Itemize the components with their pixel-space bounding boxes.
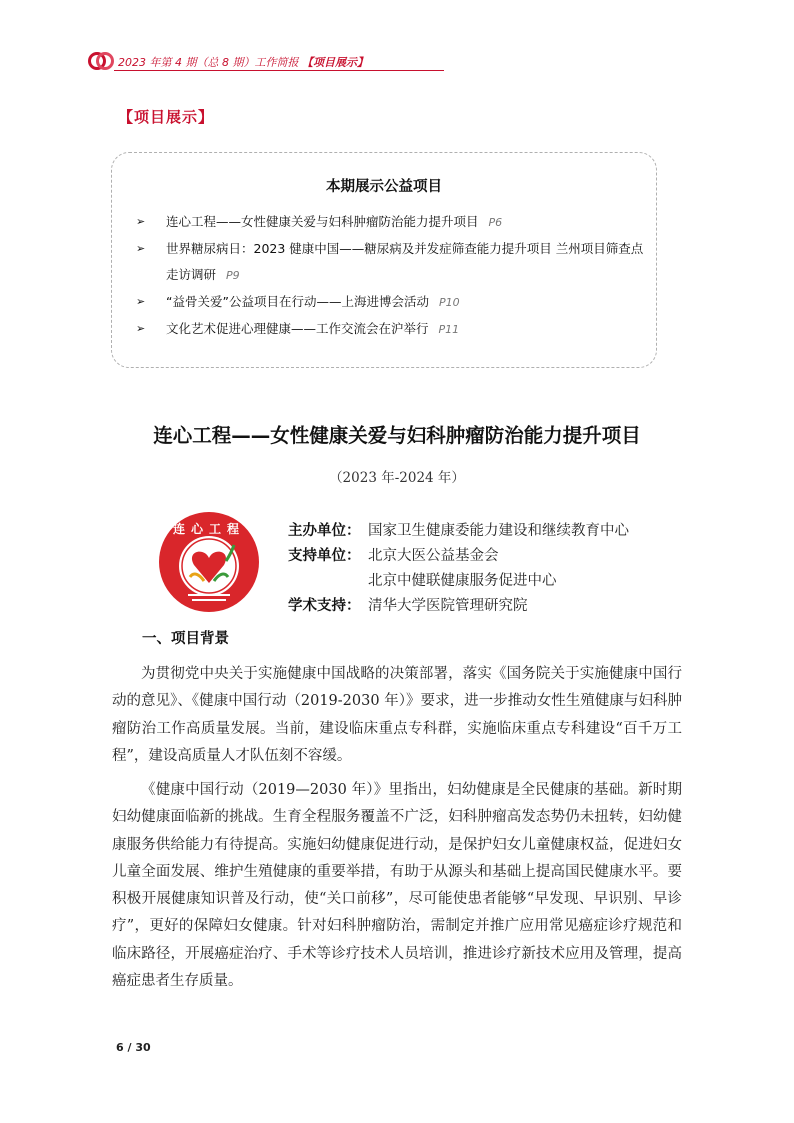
toc-item[interactable] xyxy=(136,209,646,236)
toc-item[interactable] xyxy=(136,289,646,316)
org-label: 支持单位： xyxy=(288,548,361,564)
toc-title: 本期展示公益项目 xyxy=(326,179,442,195)
header-issue-text xyxy=(118,54,368,70)
toc-item-page: P10 xyxy=(438,296,460,309)
toc-item-page: P6 xyxy=(488,216,503,229)
org-row-host xyxy=(288,519,629,544)
org-row-support-2 xyxy=(288,569,629,594)
header-issue: 2023 年第 4 期（总 8 期）工作简报 xyxy=(118,56,299,69)
body-paragraph: 为贯彻党中央关于实施健康中国战略的决策部署，落实《国务院关于实施健康中国行动的意见》、《健康中国行动（2019-2030 年）》要求，进一步推动女性生殖健康与妇科肿瘤防治工作高质量发展。当前，建设临床重点专科群，实施临床重点专科建设“百千万工程”，建设高质量人才队伍刻不容缓。 xyxy=(112,666,682,764)
org-row-academic xyxy=(288,594,629,619)
org-block xyxy=(288,519,629,619)
org-label: 学术支持： xyxy=(288,598,361,614)
body-paragraph: 《健康中国行动（2019—2030 年）》里指出，妇幼健康是全民健康的基础。新时期妇幼健康面临新的挑战。生育全程服务覆盖不广泛，妇科肿瘤高发态势仍未扭转，妇幼健康服务供给能力有待提高。实施妇幼健康促进行动，是保护妇女儿童健康权益，促进妇女儿童全面发展、维护生殖健康的重要举措，有助于从源头和基础上提高国民健康水平。要积极开展健康知识普及行动，使“关口前移”，尽可能使患者能够“早发现、早识别、早诊疗”，更好的保障妇女健康。针对妇科肿瘤防治，需制定并推广应用常见癌症诊疗规范和临床路径，开展癌症治疗、手术等诊疗技术人员培训，推进诊疗新技术应用及管理，提高癌症患者生存质量。 xyxy=(112,782,682,990)
emblem-text: 连心工程 xyxy=(172,522,246,536)
toc-item[interactable] xyxy=(136,316,646,343)
toc-item-page: P9 xyxy=(226,269,240,282)
arrow-bullet-icon: ➢ xyxy=(136,295,146,308)
brand-logo-icon xyxy=(88,48,114,74)
project-emblem-icon xyxy=(158,511,260,613)
toc-item-text: “益骨关爱”公益项目在行动——上海进博会活动 xyxy=(166,294,429,309)
section-tag: 【项目展示】 xyxy=(118,108,215,126)
org-value: 北京大医公益基金会 xyxy=(368,548,499,564)
toc-item-page: P11 xyxy=(438,323,460,336)
toc-box xyxy=(111,152,657,368)
page-header xyxy=(88,48,728,78)
toc-item-text: 文化艺术促进心理健康——工作交流会在沪举行 xyxy=(166,321,429,336)
org-value: 北京中健联健康服务促进中心 xyxy=(368,573,557,589)
toc-item-text: 连心工程——女性健康关爱与妇科肿瘤防治能力提升项目 xyxy=(166,214,479,229)
toc-list xyxy=(136,209,646,343)
org-row-support xyxy=(288,544,629,569)
arrow-bullet-icon: ➢ xyxy=(136,215,146,228)
org-value: 清华大学医院管理研究院 xyxy=(368,598,528,614)
org-value: 国家卫生健康委能力建设和继续教育中心 xyxy=(368,523,629,539)
article-title: 连心工程——女性健康关爱与妇科肿瘤防治能力提升项目 xyxy=(153,424,641,447)
toc-item[interactable] xyxy=(136,236,646,289)
page-number: 6 / 30 xyxy=(116,1041,151,1054)
toc-item-text: 世界糖尿病日：2023 健康中国——糖尿病及并发症筛查能力提升项目 兰州项目筛查点走访调研 xyxy=(166,241,644,282)
header-divider xyxy=(114,70,444,71)
arrow-bullet-icon: ➢ xyxy=(136,322,146,335)
arrow-bullet-icon: ➢ xyxy=(136,242,146,255)
header-tag: 【项目展示】 xyxy=(301,56,368,69)
article-period: （2023 年-2024 年） xyxy=(329,470,465,486)
org-label: 主办单位： xyxy=(288,523,361,539)
section-heading-background: 一、项目背景 xyxy=(142,631,229,647)
